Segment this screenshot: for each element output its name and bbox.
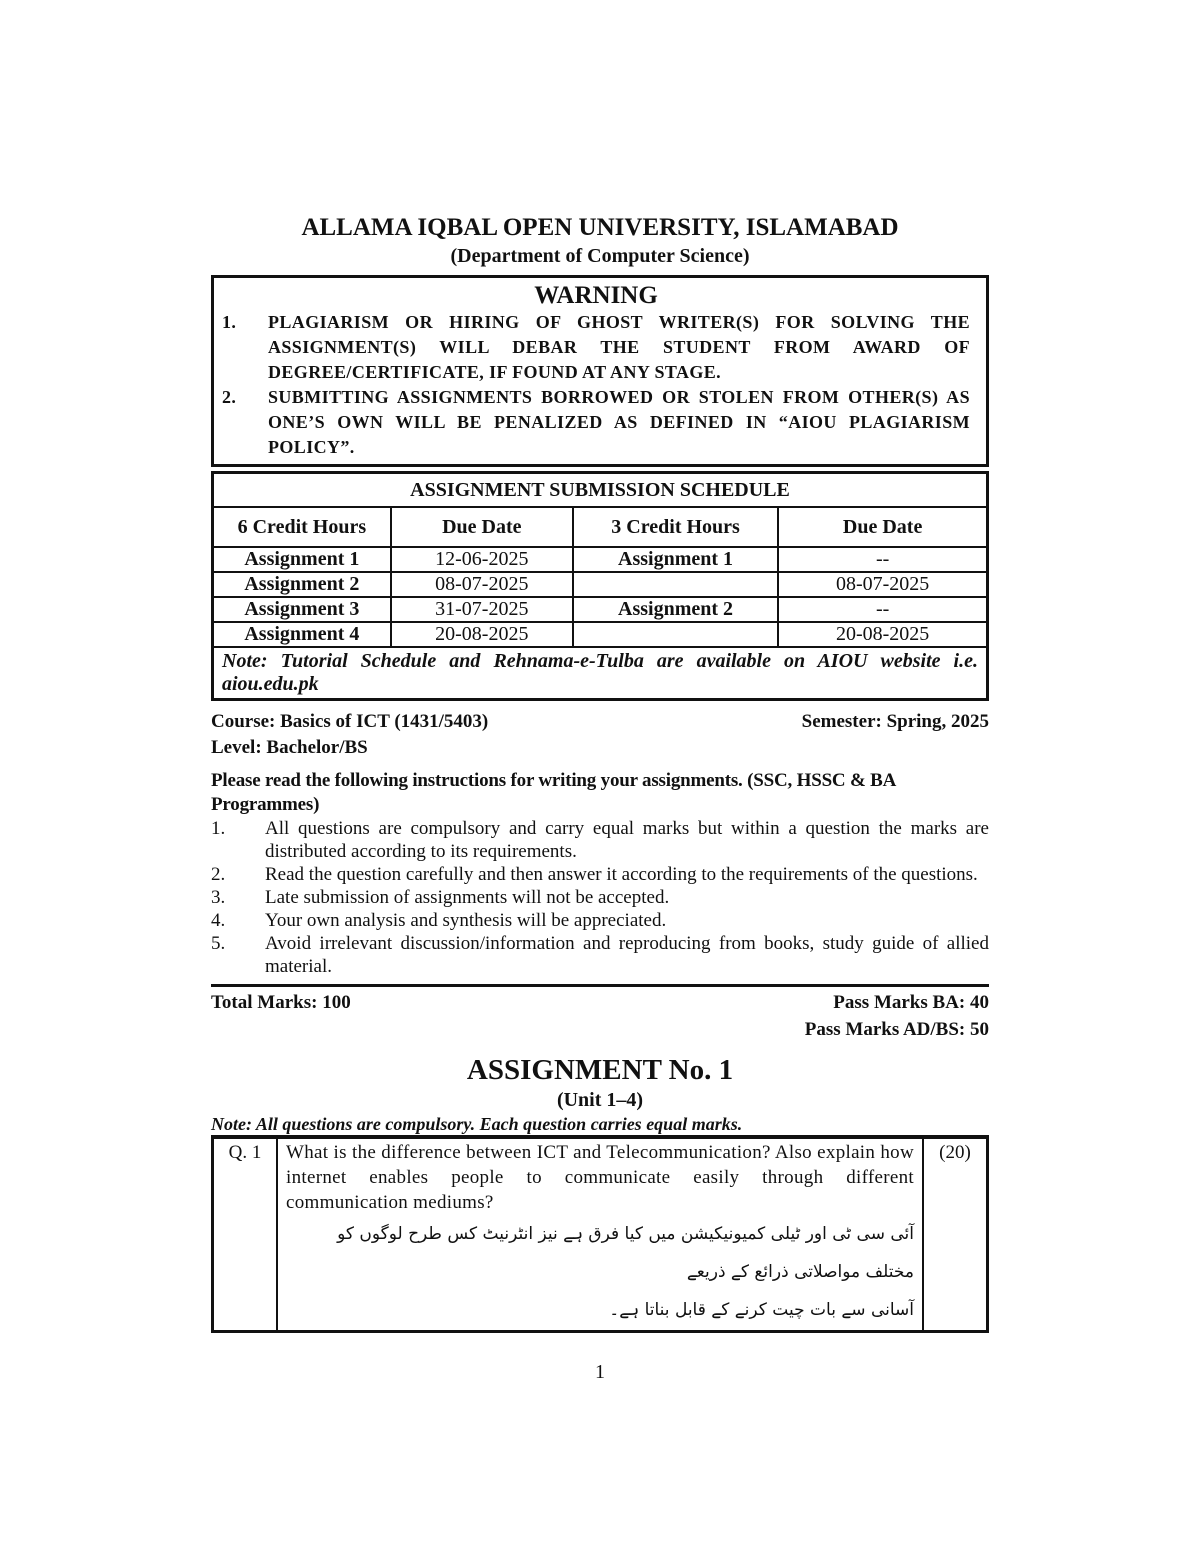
questions-table	[211, 1136, 989, 1333]
schedule-title-row	[213, 473, 988, 508]
warning-item-text: SUBMITTING ASSIGNMENTS BORROWED OR STOLEN FROM OTHER(S) AS ONE’S OWN WILL BE PENALIZED AS DEFINED IN “AIOU PLAGIARISM POLICY”.	[268, 387, 970, 457]
cell-6ch-assignment: Assignment 2	[213, 572, 391, 597]
cell-3ch-due-date: 08-07-2025	[778, 572, 987, 597]
cell-6ch-assignment: Assignment 1	[213, 547, 391, 572]
warning-heading: WARNING	[534, 282, 658, 309]
warning-box	[211, 275, 989, 467]
schedule-note-row	[213, 647, 988, 700]
header-due-date: Due Date	[778, 507, 987, 547]
warning-item	[222, 310, 970, 385]
page-number: 1	[595, 1361, 605, 1383]
instruction-number: 5.	[211, 933, 226, 954]
assignment-note: Note: All questions are compulsory. Each question carries equal marks.	[211, 1113, 989, 1136]
instruction-number: 4.	[211, 910, 226, 931]
instruction-number: 1.	[211, 818, 226, 839]
table-row	[213, 597, 988, 622]
table-row	[213, 572, 988, 597]
instruction-item	[211, 909, 989, 932]
cell-3ch-assignment	[573, 622, 778, 647]
cell-6ch-due-date: 12-06-2025	[391, 547, 573, 572]
instruction-text: Your own analysis and synthesis will be appreciated.	[265, 910, 667, 931]
cell-3ch-assignment	[573, 572, 778, 597]
warning-item-number: 1.	[222, 312, 237, 332]
cell-3ch-due-date: --	[778, 547, 987, 572]
cell-6ch-due-date: 20-08-2025	[391, 622, 573, 647]
question-text: What is the difference between ICT and Telecommunication? Also explain how internet enables people to communicate easily through different communication mediums?	[286, 1142, 914, 1213]
instruction-text: Late submission of assignments will not be accepted.	[265, 887, 670, 908]
instruction-item	[211, 817, 989, 863]
level: Level: Bachelor/BS	[211, 737, 368, 758]
instruction-item	[211, 932, 989, 978]
instructions-heading: Please read the following instructions for writing your assignments. (SSC, HSSC & BA Programmes)	[211, 770, 896, 815]
header-6-credit-hours: 6 Credit Hours	[213, 507, 391, 547]
divider	[211, 984, 989, 987]
instruction-item	[211, 886, 989, 909]
instruction-number: 2.	[211, 864, 226, 885]
instruction-item	[211, 863, 989, 886]
department-title: (Department of Computer Science)	[450, 245, 750, 267]
header-due-date: Due Date	[391, 507, 573, 547]
cell-3ch-assignment: Assignment 1	[573, 547, 778, 572]
table-row	[213, 547, 988, 572]
course-name: Course: Basics of ICT (1431/5403)	[211, 711, 489, 732]
question-marks: (20)	[923, 1138, 988, 1332]
cell-6ch-due-date: 08-07-2025	[391, 572, 573, 597]
instruction-number: 3.	[211, 887, 226, 908]
table-row	[213, 622, 988, 647]
question-body	[277, 1138, 923, 1332]
document-page	[211, 213, 989, 1333]
cell-3ch-due-date: 20-08-2025	[778, 622, 987, 647]
semester: Semester: Spring, 2025	[801, 711, 989, 732]
cell-3ch-assignment: Assignment 2	[573, 597, 778, 622]
schedule-title: ASSIGNMENT SUBMISSION SCHEDULE	[213, 473, 988, 508]
question-row	[213, 1138, 988, 1332]
header-3-credit-hours: 3 Credit Hours	[573, 507, 778, 547]
assignment-unit: (Unit 1–4)	[556, 1089, 644, 1111]
cell-3ch-due-date: --	[778, 597, 987, 622]
warning-item-number: 2.	[222, 387, 237, 407]
pass-marks-adbs: Pass Marks AD/BS: 50	[804, 1019, 989, 1040]
schedule-note: Note: Tutorial Schedule and Rehnama-e-Tulba are available on AIOU website i.e. aiou.edu.pk	[213, 647, 988, 700]
submission-schedule-table	[211, 471, 989, 701]
cell-6ch-due-date: 31-07-2025	[391, 597, 573, 622]
course-line	[211, 709, 989, 735]
assignment-title: ASSIGNMENT No. 1	[466, 1054, 734, 1086]
cell-6ch-assignment: Assignment 4	[213, 622, 391, 647]
question-urdu-line: آئی سی ٹی اور ٹیلی کمیونیکیشن میں کیا فرق ہے نیز انٹرنیٹ کس طرح لوگوں کو مختلف مواصلاتی ذرائع کے ذریعے	[337, 1224, 914, 1282]
cell-6ch-assignment: Assignment 3	[213, 597, 391, 622]
instruction-text: Read the question carefully and then answer it according to the requirements of the questions.	[265, 864, 978, 885]
schedule-header-row	[213, 507, 988, 547]
instruction-text: All questions are compulsory and carry equal marks but within a question the marks are distributed according to its requirements.	[265, 818, 989, 862]
total-marks: Total Marks: 100	[211, 992, 351, 1013]
question-number: Q. 1	[213, 1138, 278, 1332]
question-urdu-line: آسانی سے بات چیت کرنے کے قابل بناتا ہے۔	[609, 1300, 914, 1320]
instruction-text: Avoid irrelevant discussion/information and reproducing from books, study guide of allied material.	[265, 933, 989, 977]
pass-marks-ba: Pass Marks BA: 40	[833, 992, 989, 1013]
marks-line	[211, 989, 989, 1016]
warning-item-text: PLAGIARISM OR HIRING OF GHOST WRITER(S) FOR SOLVING THE ASSIGNMENT(S) WILL DEBAR THE STUDENT FROM AWARD OF DEGREE/CERTIFICATE, IF FOUND AT ANY STAGE.	[268, 312, 970, 382]
warning-item	[222, 385, 970, 460]
university-title: ALLAMA IQBAL OPEN UNIVERSITY, ISLAMABAD	[301, 214, 899, 241]
